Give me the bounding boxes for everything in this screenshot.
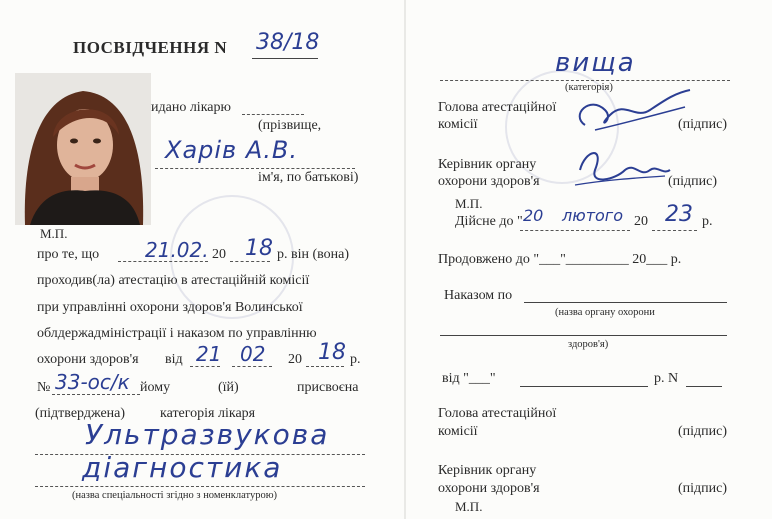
order-year-line	[306, 366, 344, 367]
valid-year-line	[652, 230, 697, 231]
category-caption: (категорія)	[565, 82, 613, 93]
at-text: при управлінні охорони здоров'я Волинської	[37, 300, 303, 315]
valid-year-prefix: 20	[634, 214, 648, 229]
chair-signature-label: (підпис)	[678, 117, 728, 132]
valid-date-line	[520, 230, 630, 231]
valid-day: 20	[523, 206, 544, 225]
extended-line: Продовжено до "___"_________ 20___ р.	[438, 252, 682, 267]
order-number-line	[52, 394, 140, 395]
confirmed-label: (підтверджена)	[35, 406, 126, 421]
him-label: йому	[140, 380, 171, 395]
oda-text: облдержадміністрації і наказом по управлінню	[37, 326, 317, 341]
num-sign: №	[37, 380, 51, 395]
chair-label-2: комісії	[438, 117, 478, 132]
order-month-line	[232, 366, 272, 367]
chair2-label-2: комісії	[438, 424, 478, 439]
valid-until-label: Дійсне до "	[455, 214, 523, 229]
surname-label: (прізвище,	[258, 118, 322, 133]
specialty-line-2: діагностика	[82, 451, 283, 484]
fold-line	[404, 0, 406, 519]
her-label: (їй)	[218, 380, 239, 395]
from-line-rule	[520, 386, 648, 387]
mp-left: М.П.	[40, 226, 68, 241]
r-n-label: р. N	[654, 371, 679, 386]
chair2-signature-label: (підпис)	[678, 424, 728, 439]
from-word: від	[165, 352, 183, 367]
org-caption-2: здоров'я)	[568, 339, 609, 350]
issued-to-label: идано лікарю	[151, 100, 231, 115]
about-label: про те, що	[37, 247, 100, 262]
chair-label-1: Голова атестаційної	[438, 100, 557, 115]
order-month: 02	[240, 342, 266, 366]
order-by-line	[524, 302, 727, 303]
category-label: категорія лікаря	[160, 406, 256, 421]
certificate-title: ПОСВІДЧЕННЯ N	[73, 38, 228, 57]
name-label: ім'я, по батькові)	[258, 170, 359, 185]
health-from-text: охорони здоров'я	[37, 352, 139, 367]
head2-signature-label: (підпис)	[678, 481, 728, 496]
order-year-prefix: 20	[288, 352, 302, 367]
holder-name: Харів А.В.	[165, 136, 298, 164]
chair-signature	[565, 85, 695, 145]
head-signature	[565, 140, 675, 195]
certificate-number: 38/18	[256, 30, 320, 55]
head2-label-1: Керівник органу	[438, 463, 537, 478]
order-by-label: Наказом по	[444, 288, 513, 303]
cert-number-underline	[252, 58, 318, 59]
order-number: 33-ос/к	[55, 370, 130, 394]
valid-month: лютого	[562, 206, 623, 225]
name-line	[155, 168, 355, 169]
mp-right: М.П.	[455, 196, 483, 211]
r-n-rule	[686, 386, 722, 387]
specialty-caption: (назва спеціальності згідно з номенклатурою)	[72, 490, 278, 501]
portrait-image	[15, 73, 151, 225]
category-line	[440, 80, 730, 81]
mp2-right: М.П.	[455, 499, 483, 514]
specialty-line-2-rule	[35, 486, 365, 487]
head-signature-label: (підпис)	[668, 174, 718, 189]
valid-year: 23	[665, 202, 693, 227]
valid-r: р.	[702, 214, 713, 229]
org-caption-1: (назва органу охорони	[555, 307, 655, 318]
year-prefix: 20	[212, 247, 226, 262]
he-she-label: р. він (вона)	[277, 247, 350, 262]
order-r: р.	[350, 352, 361, 367]
year-line	[230, 261, 270, 262]
portrait-photo	[15, 73, 151, 225]
head-label-1: Керівник органу	[438, 157, 537, 172]
order-year: 18	[318, 340, 346, 365]
from-line-label: від "___"	[442, 371, 496, 386]
chair2-label-1: Голова атестаційної	[438, 406, 557, 421]
category-value: вища	[555, 48, 636, 78]
org-line	[440, 335, 727, 336]
head2-label-2: охорони здоров'я	[438, 481, 540, 496]
order-day: 21	[196, 342, 222, 366]
exam-year: 18	[245, 236, 273, 261]
passed-text: проходив(ла) атестацію в атестаційній комісії	[37, 273, 310, 288]
head-label-2: охорони здоров'я	[438, 174, 540, 189]
exam-date: 21.02.	[145, 238, 209, 262]
issued-line	[242, 114, 304, 115]
assigned-label: присвоєна	[297, 380, 359, 395]
order-day-line	[190, 366, 220, 367]
specialty-line-1: Ультразвукова	[85, 418, 330, 451]
